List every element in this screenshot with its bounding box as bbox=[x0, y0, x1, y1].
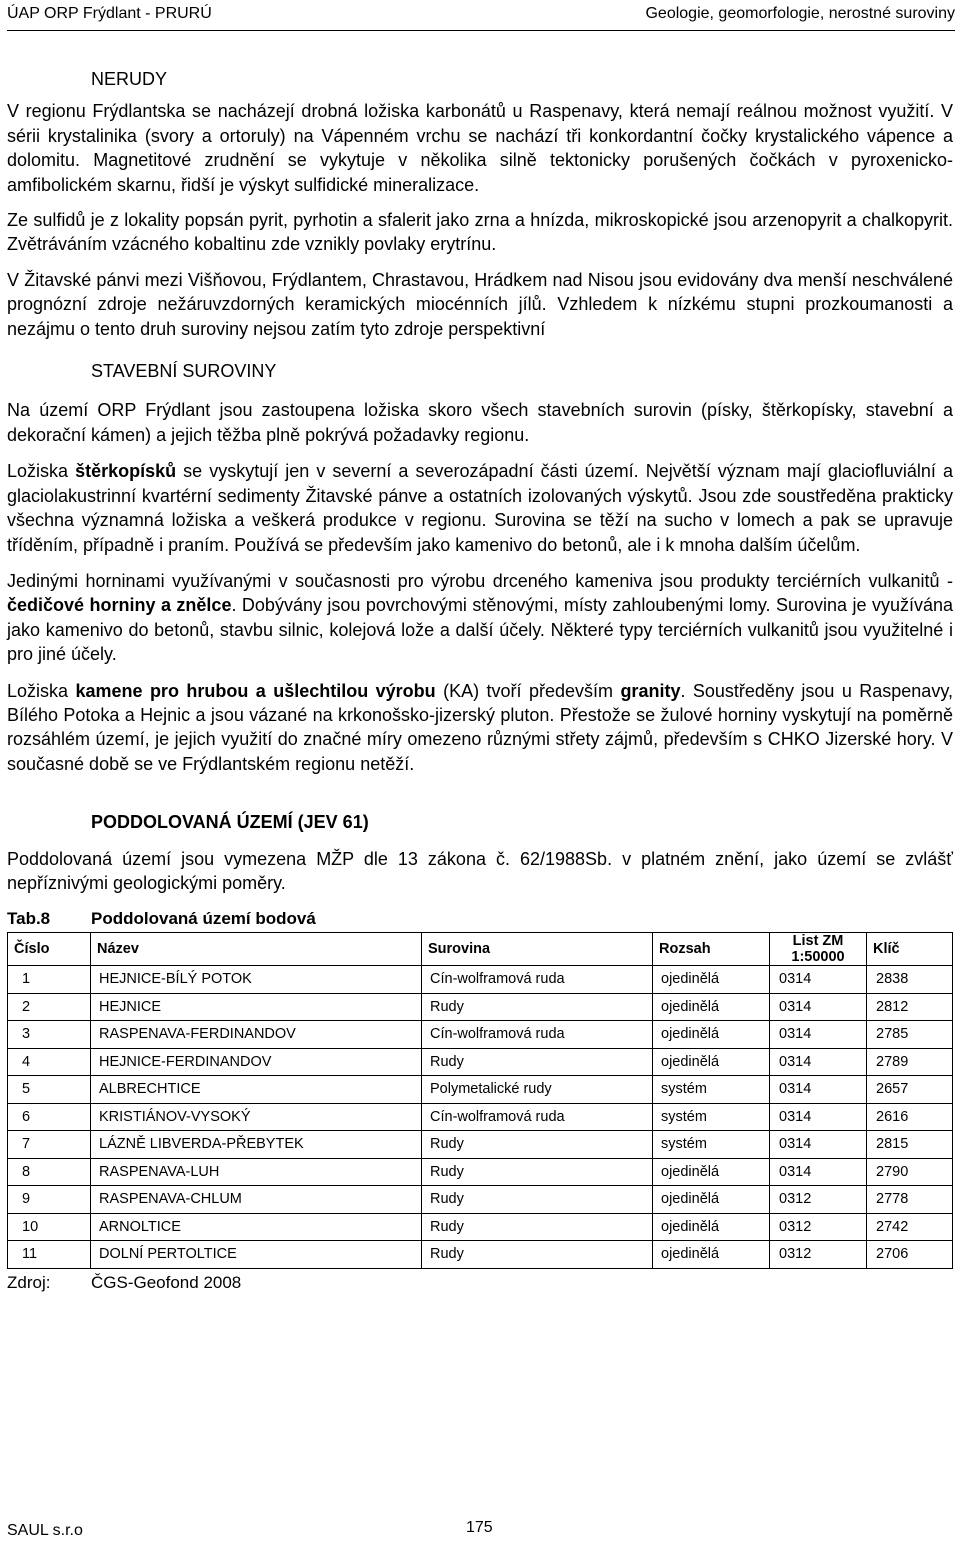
table-caption bbox=[7, 907, 953, 931]
table-row bbox=[8, 1186, 953, 1214]
cell-cislo: 11 bbox=[8, 1241, 91, 1269]
cell-klic: 2789 bbox=[867, 1048, 953, 1076]
cell-surovina: Cín-wolframová ruda bbox=[422, 1103, 653, 1131]
cell-surovina: Rudy bbox=[422, 1241, 653, 1269]
table-source bbox=[7, 1271, 953, 1295]
cell-klic: 2838 bbox=[867, 966, 953, 994]
paragraph-nerudy-3: V Žitavské pánvi mezi Višňovou, Frýdlantem, Chrastavou, Hrádkem nad Nisou jsou evidovány dva menší neschválené prognózní zdroje nežáruvzdorných keramických miocénních jílů. Vzhledem k nízkému stupni prozkoumanosti a nezájmu o tento druh suroviny nejsou zatím tyto zdroje perspektivní bbox=[7, 269, 953, 339]
cell-list-zm: 0312 bbox=[770, 1213, 867, 1241]
cell-rozsah: systém bbox=[653, 1131, 770, 1159]
paragraph-poddolovana: Poddolovaná území jsou vymezena MŽP dle 13 zákona č. 62/1988Sb. v platném znění, jako území se zvlášť nepříznivými geologickými poměry. bbox=[7, 848, 953, 893]
table-row bbox=[8, 1158, 953, 1186]
cell-klic: 2657 bbox=[867, 1076, 953, 1104]
cell-list-zm: 0312 bbox=[770, 1186, 867, 1214]
table-row bbox=[8, 966, 953, 994]
text-span: . Soustředěny jsou u Raspenavy, Bílého Potoka a Hejnic a jsou vázané na krkonošsko-jizerský pluton. Přestože se žulové horniny vyskytují na poměrně rozsáhlém území, je jejich využití do značné míry omezeno různými střety zájmů, především s CHKO Jizerské hory. V současné době se ve Frýdlantském regionu netěží. bbox=[7, 680, 953, 774]
cell-klic: 2616 bbox=[867, 1103, 953, 1131]
column-header-cislo: Číslo bbox=[8, 933, 91, 966]
cell-cislo: 1 bbox=[8, 966, 91, 994]
text-span: Ložiska bbox=[7, 461, 76, 482]
bold-term-cedicove-horniny: čedičové horniny a znělce bbox=[7, 595, 232, 616]
cell-list-zm: 0314 bbox=[770, 1076, 867, 1104]
text-span: . Dobývány jsou povrchovými stěnovými, místy zahloubenými lomy. Surovina je využívána jako kamenivo do betonů, stavbu silnic, kolejová lože a další účely. Některé typy terciérních vulkanitů jsou využitelné i pro jiné účely. bbox=[7, 595, 953, 665]
cell-rozsah: ojedinělá bbox=[653, 993, 770, 1021]
poddolovana-uzemi-table bbox=[7, 932, 953, 1269]
bold-term-sterkopisky: štěrkopísků bbox=[75, 461, 177, 482]
cell-cislo: 7 bbox=[8, 1131, 91, 1159]
footer-company: SAUL s.r.o bbox=[7, 1522, 83, 1539]
cell-surovina: Cín-wolframová ruda bbox=[422, 1021, 653, 1049]
cell-klic: 2790 bbox=[867, 1158, 953, 1186]
cell-surovina: Rudy bbox=[422, 1158, 653, 1186]
cell-nazev: LÁZNĚ LIBVERDA-PŘEBYTEK bbox=[91, 1131, 422, 1159]
source-label: Zdroj: bbox=[7, 1272, 51, 1292]
table-number: Tab.8 bbox=[7, 909, 51, 929]
cell-surovina: Rudy bbox=[422, 1131, 653, 1159]
cell-surovina: Polymetalické rudy bbox=[422, 1076, 653, 1104]
table-title: Poddolovaná území bodová bbox=[91, 909, 316, 929]
cell-klic: 2778 bbox=[867, 1186, 953, 1214]
header-section-title: Geologie, geomorfologie, nerostné suroviny bbox=[645, 5, 955, 22]
heading-nerudy: NERUDY bbox=[91, 69, 168, 89]
heading-stavebni-suroviny: STAVEBNÍ SUROVINY bbox=[91, 361, 277, 382]
cell-cislo: 3 bbox=[8, 1021, 91, 1049]
list-zm-line2: 1:50000 bbox=[791, 949, 845, 966]
table-row bbox=[8, 1213, 953, 1241]
cell-klic: 2742 bbox=[867, 1213, 953, 1241]
text-span: (KA) tvoří především bbox=[435, 680, 621, 701]
paragraph-nerudy-1: V regionu Frýdlantska se nacházejí drobná ložiska karbonátů u Raspenavy, která nemají reálnou možnost využití. V sérii krystalinika (svory a ortoruly) na Vápenném vrchu se nachází tři konkordantní čočky krystalického vápence a dolomitu. Magnetitové zrudnění se vykytuje v několika silně tektonicky porušených čočkách v pyroxenicko-amfibolickém skarnu, řidší je výskyt sulfidické mineralizace. bbox=[7, 101, 953, 195]
column-header-list-zm bbox=[770, 933, 867, 966]
cell-list-zm: 0314 bbox=[770, 1103, 867, 1131]
table-row bbox=[8, 1241, 953, 1269]
cell-rozsah: systém bbox=[653, 1103, 770, 1131]
table-header-row bbox=[8, 933, 953, 966]
table-row bbox=[8, 1131, 953, 1159]
cell-nazev: DOLNÍ PERTOLTICE bbox=[91, 1241, 422, 1269]
paragraph-nerudy-2: Ze sulfidů je z lokality popsán pyrit, pyrhotin a sfalerit jako zrna a hnízda, mikroskopické jsou arzenopyrit a chalkopyrit. Zvětráváním vzácného kobaltinu zde vznikly povlaky erytrínu. bbox=[7, 210, 953, 255]
column-header-nazev: Název bbox=[91, 933, 422, 966]
cell-rozsah: ojedinělá bbox=[653, 1021, 770, 1049]
cell-list-zm: 0314 bbox=[770, 966, 867, 994]
column-header-rozsah: Rozsah bbox=[653, 933, 770, 966]
cell-cislo: 10 bbox=[8, 1213, 91, 1241]
table-row bbox=[8, 993, 953, 1021]
cell-nazev: KRISTIÁNOV-VYSOKÝ bbox=[91, 1103, 422, 1131]
cell-nazev: ALBRECHTICE bbox=[91, 1076, 422, 1104]
page-header bbox=[7, 4, 955, 31]
cell-surovina: Rudy bbox=[422, 1213, 653, 1241]
cell-cislo: 6 bbox=[8, 1103, 91, 1131]
table-row bbox=[8, 1103, 953, 1131]
cell-surovina: Rudy bbox=[422, 993, 653, 1021]
cell-cislo: 8 bbox=[8, 1158, 91, 1186]
cell-cislo: 9 bbox=[8, 1186, 91, 1214]
column-header-klic: Klíč bbox=[867, 933, 953, 966]
page-number: 175 bbox=[466, 1519, 493, 1536]
document-body bbox=[7, 67, 953, 1295]
cell-klic: 2812 bbox=[867, 993, 953, 1021]
cell-list-zm: 0314 bbox=[770, 1021, 867, 1049]
cell-list-zm: 0314 bbox=[770, 1131, 867, 1159]
cell-rozsah: ojedinělá bbox=[653, 966, 770, 994]
cell-nazev: ARNOLTICE bbox=[91, 1213, 422, 1241]
cell-klic: 2785 bbox=[867, 1021, 953, 1049]
source-value: ČGS-Geofond 2008 bbox=[91, 1272, 242, 1292]
paragraph-stavebni-1: Na území ORP Frýdlant jsou zastoupena ložiska skoro všech stavebních surovin (písky, štěrkopísky, stavební a dekorační kámen) a jejich těžba plně pokrývá požadavky regionu. bbox=[7, 400, 953, 445]
paragraph-sterkopisky bbox=[7, 459, 953, 557]
cell-klic: 2706 bbox=[867, 1241, 953, 1269]
cell-cislo: 4 bbox=[8, 1048, 91, 1076]
text-span: Jedinými horninami využívanými v současnosti pro výrobu drceného kameniva jsou produkty terciérních vulkanitů - bbox=[7, 570, 953, 591]
table-row bbox=[8, 1021, 953, 1049]
cell-list-zm: 0312 bbox=[770, 1241, 867, 1269]
cell-rozsah: ojedinělá bbox=[653, 1241, 770, 1269]
cell-list-zm: 0314 bbox=[770, 993, 867, 1021]
paragraph-kamen bbox=[7, 679, 953, 777]
cell-cislo: 2 bbox=[8, 993, 91, 1021]
bold-term-granity: granity bbox=[620, 680, 681, 701]
cell-cislo: 5 bbox=[8, 1076, 91, 1104]
heading-poddolovana-uzemi: PODDOLOVANÁ ÚZEMÍ (JEV 61) bbox=[91, 812, 369, 833]
cell-surovina: Rudy bbox=[422, 1186, 653, 1214]
cell-nazev: HEJNICE-FERDINANDOV bbox=[91, 1048, 422, 1076]
cell-rozsah: systém bbox=[653, 1076, 770, 1104]
cell-surovina: Cín-wolframová ruda bbox=[422, 966, 653, 994]
cell-rozsah: ojedinělá bbox=[653, 1186, 770, 1214]
text-span: se vyskytují jen v severní a severozápadní části území. Největší význam mají glaciofluviální a glaciolakustrinní kvartérní sedimenty Žitavské pánve a ostatních izolovaných výskytů. Jsou zde soustředěna prakticky všechna významná ložiska a veškerá produkce v regionu. Surovina se těží na sucho v lomech a pak se upravuje tříděním, případně i praním. Používá se především jako kamenivo do betonů, ale i k mnoha dalším účelům. bbox=[7, 461, 953, 555]
cell-nazev: RASPENAVA-LUH bbox=[91, 1158, 422, 1186]
cell-nazev: HEJNICE-BÍLÝ POTOK bbox=[91, 966, 422, 994]
cell-nazev: RASPENAVA-FERDINANDOV bbox=[91, 1021, 422, 1049]
cell-rozsah: ojedinělá bbox=[653, 1048, 770, 1076]
cell-rozsah: ojedinělá bbox=[653, 1213, 770, 1241]
cell-klic: 2815 bbox=[867, 1131, 953, 1159]
cell-nazev: HEJNICE bbox=[91, 993, 422, 1021]
cell-rozsah: ojedinělá bbox=[653, 1158, 770, 1186]
cell-list-zm: 0314 bbox=[770, 1158, 867, 1186]
cell-nazev: RASPENAVA-CHLUM bbox=[91, 1186, 422, 1214]
cell-surovina: Rudy bbox=[422, 1048, 653, 1076]
table-row bbox=[8, 1048, 953, 1076]
table-body bbox=[8, 966, 953, 1269]
text-span: Ložiska bbox=[7, 680, 76, 701]
cell-list-zm: 0314 bbox=[770, 1048, 867, 1076]
list-zm-line1: List ZM bbox=[792, 933, 844, 950]
bold-term-kamen: kamene pro hrubou a ušlechtilou výrobu bbox=[75, 680, 436, 701]
paragraph-vulkanity bbox=[7, 569, 953, 667]
table-row bbox=[8, 1076, 953, 1104]
header-document-title: ÚAP ORP Frýdlant - PRURÚ bbox=[7, 5, 212, 22]
column-header-surovina: Surovina bbox=[422, 933, 653, 966]
